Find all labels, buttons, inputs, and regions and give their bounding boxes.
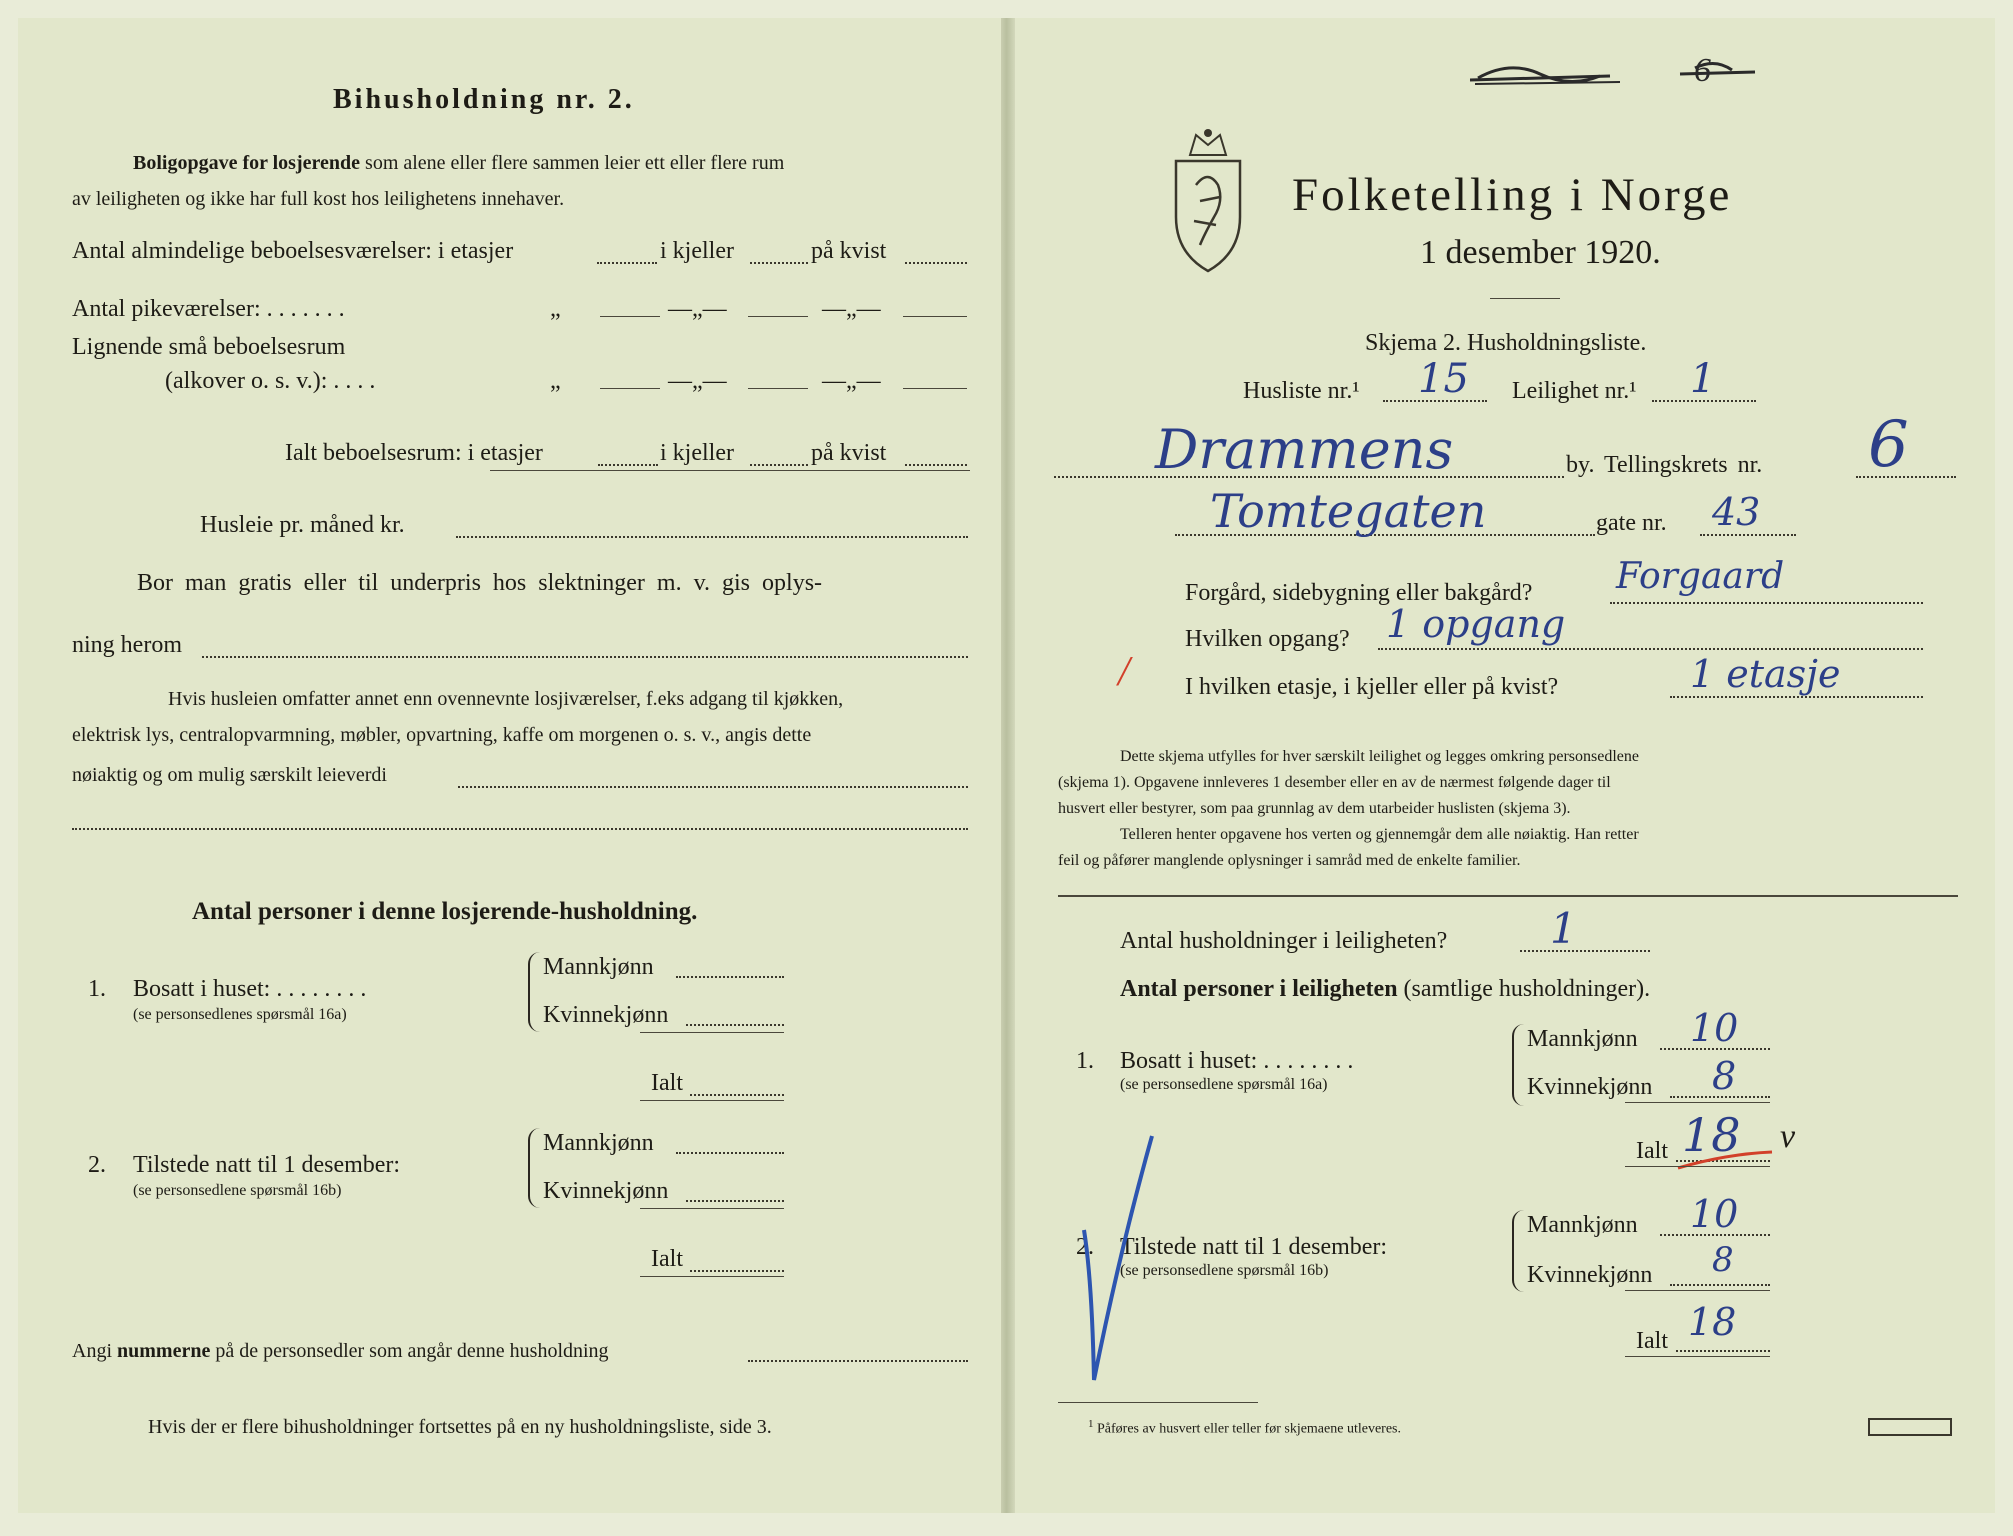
right-q2-kvinne-value: 8 bbox=[1712, 1240, 1734, 1280]
struck-out-mark bbox=[1470, 50, 1770, 100]
husholdninger-field[interactable] bbox=[1520, 950, 1650, 952]
left-persons-title: Antal personer i denne losjerende-husholdning. bbox=[192, 898, 698, 925]
right-title: Folketelling i Norge bbox=[1292, 169, 1733, 221]
left-q2-label: Tilstede natt til 1 desember: bbox=[133, 1152, 401, 1178]
skjema-label: Skjema 2. Husholdningsliste. bbox=[1365, 330, 1647, 356]
right-q1-mann-label: Mannkjønn bbox=[1527, 1026, 1638, 1052]
right-q2-sum-line bbox=[1625, 1290, 1770, 1291]
right-q2-mann-label: Mannkjønn bbox=[1527, 1212, 1638, 1238]
left-q1-label: Bosatt i huset: . . . . . . . . bbox=[133, 976, 367, 1002]
leieverdi-field[interactable] bbox=[458, 786, 968, 788]
left-q2-note: (se personsedlene spørsmål 16b) bbox=[133, 1182, 342, 1199]
gate-value: Tomtegaten bbox=[1210, 484, 1487, 538]
right-q2-ialt-value: 18 bbox=[1688, 1300, 1737, 1344]
angi-line bbox=[72, 1340, 609, 1363]
footnote bbox=[1088, 1418, 1401, 1438]
angi-bold: nummerne bbox=[117, 1340, 211, 1362]
right-q2-kvinne-label: Kvinnekjønn bbox=[1527, 1262, 1653, 1288]
hvis-line-2: elektrisk lys, centralopvarmning, møbler, opvartning, kaffe om morgenen o. s. v., angis dette bbox=[72, 724, 812, 746]
left-q1-ialt-label: Ialt bbox=[651, 1070, 683, 1096]
lignende-kvist-field[interactable] bbox=[903, 388, 967, 389]
instr-divider bbox=[1058, 895, 1958, 897]
rooms-etasjer-field[interactable] bbox=[597, 262, 657, 264]
angi-field[interactable] bbox=[748, 1360, 968, 1362]
rooms-label: Antal almindelige beboelsesværelser: i etasjer bbox=[72, 238, 514, 264]
right-q1-kvinne-label: Kvinnekjønn bbox=[1527, 1074, 1653, 1100]
ialt-underline bbox=[490, 470, 970, 471]
right-q1-ialt-value: 18 bbox=[1682, 1108, 1741, 1162]
right-q2-num: 2. bbox=[1076, 1234, 1094, 1260]
pike-label: Antal pikeværelser: . . . . . . . bbox=[72, 296, 345, 322]
right-q2-label: Tilstede natt til 1 desember: bbox=[1120, 1234, 1388, 1260]
left-q2-brace bbox=[528, 1128, 540, 1208]
lignende-ditto-2: —„— bbox=[668, 368, 727, 394]
right-date: 1 desember 1920. bbox=[1420, 234, 1661, 271]
right-q1-mann-value: 10 bbox=[1690, 1006, 1739, 1050]
opgang-value: 1 opgang bbox=[1386, 602, 1566, 646]
right-q2-kvinne-field[interactable] bbox=[1670, 1284, 1770, 1286]
forgard-value: Forgaard bbox=[1616, 556, 1785, 597]
right-q1-label: Bosatt i huset: . . . . . . . . bbox=[1120, 1048, 1354, 1074]
leilighet-label: Leilighet nr.¹ bbox=[1512, 378, 1637, 404]
intro-bold: Boligopgave for losjerende bbox=[133, 152, 361, 174]
left-q1-sum-line bbox=[640, 1032, 784, 1033]
left-q2-mann-field[interactable] bbox=[676, 1152, 784, 1154]
left-q1-brace bbox=[528, 952, 540, 1032]
hvis-line-3: nøiaktig og om mulig særskilt leieverdi bbox=[72, 764, 387, 786]
red-underline-mark bbox=[1676, 1146, 1776, 1176]
left-q1-mann-label: Mannkjønn bbox=[543, 954, 654, 980]
instr-line-5: feil og påfører manglende oplysninger i samråd med de enkelte familier. bbox=[1058, 852, 1521, 869]
husliste-value: 15 bbox=[1418, 356, 1469, 402]
pike-ditto-1: „ bbox=[550, 296, 561, 322]
ialt-kvist-field[interactable] bbox=[905, 464, 967, 466]
instr-line-2: (skjema 1). Opgavene innleveres 1 desember eller en av de nærmest følgende dager til bbox=[1058, 774, 1611, 791]
left-footer: Hvis der er flere bihusholdninger fortsettes på en ny husholdningsliste, side 3. bbox=[148, 1416, 772, 1438]
pike-ditto-2: —„— bbox=[668, 296, 727, 322]
lignende-label-1: Lignende små beboelsesrum bbox=[72, 334, 346, 360]
printer-stamp bbox=[1868, 1418, 1952, 1436]
left-q2-mann-label: Mannkjønn bbox=[543, 1130, 654, 1156]
persons-title-bold: Antal personer i leiligheten bbox=[1120, 976, 1398, 1002]
intro-line-1 bbox=[133, 152, 784, 175]
left-q2-kvinne-field[interactable] bbox=[686, 1200, 784, 1202]
intro-rest: som alene eller flere sammen leier ett eller flere rum bbox=[365, 152, 785, 174]
left-q1-note: (se personsedlenes spørsmål 16a) bbox=[133, 1006, 347, 1023]
left-q2-ialt-line bbox=[640, 1276, 784, 1277]
left-q2-kvinne-label: Kvinnekjønn bbox=[543, 1178, 669, 1204]
lignende-ditto-3: —„— bbox=[822, 368, 881, 394]
left-q1-mann-field[interactable] bbox=[676, 976, 784, 978]
right-q1-check-mark: v bbox=[1780, 1118, 1796, 1155]
ialt-etasjer-field[interactable] bbox=[598, 464, 658, 466]
instr-line-4: Telleren henter opgavene hos verten og gjennemgår dem alle nøiaktig. Han retter bbox=[1120, 826, 1639, 843]
left-q1-kvinne-label: Kvinnekjønn bbox=[543, 1002, 669, 1028]
right-q2-brace bbox=[1512, 1210, 1524, 1292]
by-label: by. Tellingskrets nr. bbox=[1566, 452, 1763, 478]
lignende-label-2: (alkover o. s. v.): . . . . bbox=[165, 368, 376, 394]
right-q1-ialt-line bbox=[1625, 1166, 1770, 1167]
footnote-number: 1 bbox=[1088, 1418, 1094, 1430]
husholdninger-value: 1 bbox=[1550, 904, 1577, 953]
left-q2-sum-line bbox=[640, 1208, 784, 1209]
pike-kvist-field[interactable] bbox=[903, 316, 967, 317]
right-persons-title bbox=[1120, 976, 1650, 1003]
gate-nr-field[interactable] bbox=[1700, 534, 1796, 536]
hvis-line-1: Hvis husleien omfatter annet enn ovennevnte losjiværelser, f.eks adgang til kjøkken, bbox=[168, 688, 844, 710]
gratis-line-1: Bor man gratis eller til underpris hos slektninger m. v. gis oplys- bbox=[137, 570, 823, 596]
leilighet-value: 1 bbox=[1690, 356, 1716, 402]
red-margin-mark: / bbox=[1118, 649, 1130, 695]
pike-ditto-3: —„— bbox=[822, 296, 881, 322]
ialt-kjeller-label: i kjeller bbox=[660, 440, 734, 466]
opgang-field[interactable] bbox=[1378, 648, 1923, 650]
gate-label: gate nr. bbox=[1596, 510, 1667, 536]
etasje-label: I hvilken etasje, i kjeller eller på kvist? bbox=[1185, 674, 1559, 700]
rooms-kjeller-field[interactable] bbox=[750, 262, 808, 264]
husholdninger-label: Antal husholdninger i leiligheten? bbox=[1120, 928, 1448, 954]
right-q1-note: (se personsedlene spørsmål 16a) bbox=[1120, 1076, 1328, 1093]
right-q2-ialt-label: Ialt bbox=[1636, 1328, 1668, 1354]
rooms-kvist-field[interactable] bbox=[905, 262, 967, 264]
etasje-value: 1 etasje bbox=[1690, 652, 1841, 696]
corner-hand-number: 6 bbox=[1694, 52, 1711, 89]
right-q2-ialt-field[interactable] bbox=[1676, 1350, 1770, 1352]
left-title: Bihusholdning nr. 2. bbox=[333, 84, 635, 115]
etasje-field[interactable] bbox=[1670, 696, 1923, 698]
left-q2-ialt-field[interactable] bbox=[690, 1270, 784, 1272]
left-q2-ialt-label: Ialt bbox=[651, 1246, 683, 1272]
right-q1-num: 1. bbox=[1076, 1048, 1094, 1074]
pike-kjeller-field[interactable] bbox=[748, 316, 808, 317]
left-q1-num: 1. bbox=[88, 976, 106, 1002]
left-q1-kvinne-field[interactable] bbox=[686, 1024, 784, 1026]
angi-rest: på de personsedler som angår denne husholdning bbox=[215, 1340, 609, 1362]
opgang-label: Hvilken opgang? bbox=[1185, 626, 1350, 652]
ialt-kjeller-field[interactable] bbox=[750, 464, 808, 466]
gratis-line-2: ning herom bbox=[72, 632, 182, 658]
page-fold bbox=[1001, 18, 1015, 1513]
ialt-kvist-label: på kvist bbox=[811, 440, 887, 466]
right-q1-sum-line bbox=[1625, 1102, 1770, 1103]
gate-nr-value: 43 bbox=[1712, 490, 1761, 534]
rooms-kjeller-label: i kjeller bbox=[660, 238, 734, 264]
right-q1-kvinne-value: 8 bbox=[1712, 1054, 1737, 1098]
right-q2-note: (se personsedlene spørsmål 16b) bbox=[1120, 1262, 1329, 1279]
instr-line-1: Dette skjema utfylles for hver særskilt leilighet og legges omkring personsedlene bbox=[1120, 748, 1639, 765]
lignende-etasjer-field[interactable] bbox=[600, 388, 660, 389]
by-value: Drammens bbox=[1155, 418, 1454, 481]
husleie-label: Husleie pr. måned kr. bbox=[200, 512, 405, 538]
instr-line-3: husvert eller bestyrer, som paa grunnlag av dem utarbeider huslisten (skjema 3). bbox=[1058, 800, 1571, 817]
krets-value: 6 bbox=[1868, 408, 1909, 482]
right-q1-ialt-label: Ialt bbox=[1636, 1138, 1668, 1164]
right-q2-mann-value: 10 bbox=[1690, 1192, 1739, 1236]
intro-line-2: av leiligheten og ikke har full kost hos leilighetens innehaver. bbox=[72, 188, 565, 210]
forgard-field[interactable] bbox=[1610, 602, 1923, 604]
ialt-rooms-label: Ialt beboelsesrum: i etasjer bbox=[285, 440, 543, 466]
gratis-field[interactable] bbox=[202, 656, 968, 658]
angi-pre: Angi bbox=[72, 1340, 112, 1362]
leieverdi-field-2[interactable] bbox=[72, 828, 968, 830]
right-q2-ialt-line bbox=[1625, 1356, 1770, 1357]
left-q1-ialt-field[interactable] bbox=[690, 1094, 784, 1096]
persons-title-rest: (samtlige husholdninger). bbox=[1403, 976, 1651, 1002]
pike-etasjer-field[interactable] bbox=[600, 316, 660, 317]
husleie-field[interactable] bbox=[456, 536, 968, 538]
lignende-kjeller-field[interactable] bbox=[748, 388, 808, 389]
rooms-kvist-label: på kvist bbox=[811, 238, 887, 264]
footnote-rule bbox=[1058, 1402, 1258, 1403]
left-q2-num: 2. bbox=[88, 1152, 106, 1178]
left-q1-ialt-line bbox=[640, 1100, 784, 1101]
blue-check-mark bbox=[1080, 1130, 1160, 1390]
husliste-label: Husliste nr.¹ bbox=[1243, 378, 1360, 404]
right-q1-brace bbox=[1512, 1024, 1524, 1106]
footnote-text: Påføres av husvert eller teller før skjemaene utleveres. bbox=[1097, 1421, 1401, 1437]
forgard-label: Forgård, sidebygning eller bakgård? bbox=[1185, 580, 1533, 606]
title-separator bbox=[1490, 298, 1560, 299]
lignende-ditto-1: „ bbox=[550, 368, 561, 394]
coat-of-arms-icon bbox=[1170, 125, 1246, 273]
